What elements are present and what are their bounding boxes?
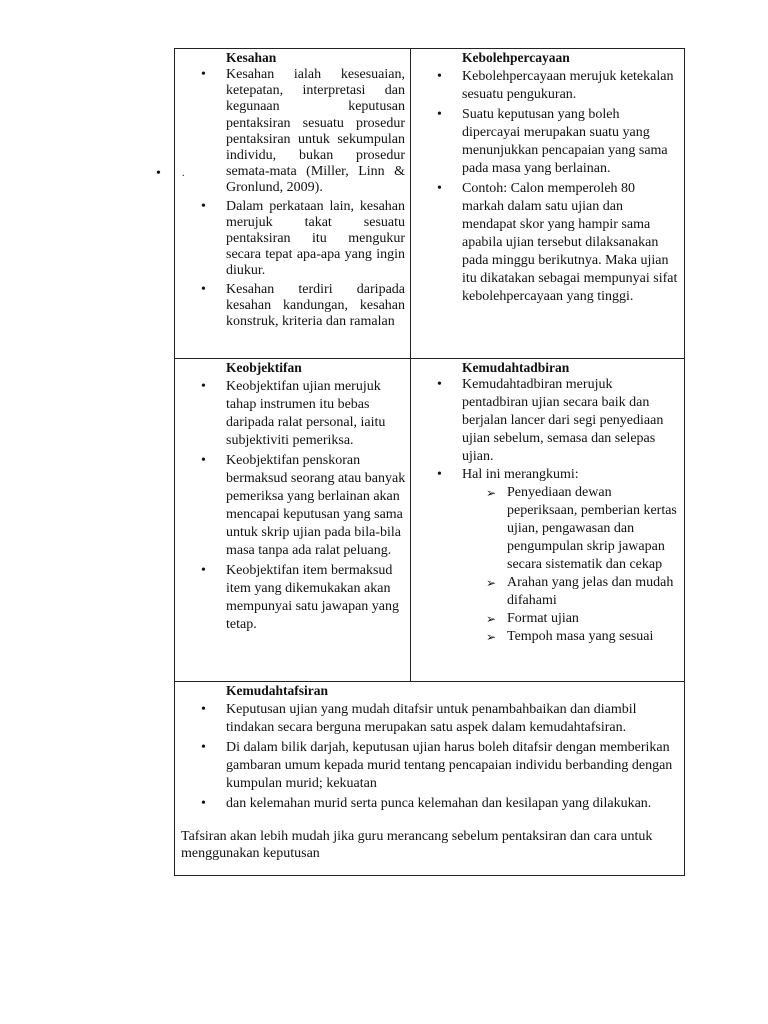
list-item: • Keobjektifan penskoran bermaksud seorang atau banyak pemeriksa yang berlainan akan mencapai keputusan yang sama untuk skrip ujian pada bila-bila masa tanpa ada ralat peluang. xyxy=(226,452,406,560)
cell-kemudahtafsiran xyxy=(175,682,684,875)
outer-mark: . xyxy=(182,168,185,179)
cell-kebolehpercayaan xyxy=(411,49,684,359)
list-item: • Keobjektifan ujian merujuk tahap instrumen itu bebas daripada ralat personal, iaitu subjektiviti pemeriksa. xyxy=(226,378,406,450)
sub-list-item: ➢ Format ujian xyxy=(507,610,678,628)
sublist-kemudahtadbiran xyxy=(507,484,678,646)
list-kemudahtadbiran xyxy=(462,376,678,484)
closing-paragraph: Tafsiran akan lebih mudah jika guru merancang sebelum pentaksiran dan cara untuk menggunakan keputusan xyxy=(181,829,653,861)
list-kesahan xyxy=(226,67,405,330)
cell-kemudahtadbiran xyxy=(411,359,684,682)
list-item: • Hal ini merangkumi: xyxy=(462,466,678,484)
list-item: • Keputusan ujian yang mudah ditafsir untuk penambahbaikan dan diambil tindakan secara berguna merupakan satu aspek dalam kemudahtafsiran. xyxy=(226,701,676,737)
list-kemudahtafsiran xyxy=(226,701,676,813)
list-item: • Kemudahtadbiran merujuk pentadbiran ujian secara baik dan berjalan lancer dari segi penyediaan ujian sebelum, semasa dan selepas ujian. xyxy=(462,376,678,466)
sub-list-item: ➢ Penyediaan dewan peperiksaan, pemberian kertas ujian, pengawasan dan pengumpulan skrip jawapan secara sistematik dan cekap xyxy=(507,484,678,574)
list-item: • Di dalam bilik darjah, keputusan ujian harus boleh ditafsir dengan memberikan gambaran umum kepada murid tentang pencapaian individu berbanding dengan kumpulan murid; kekuatan xyxy=(226,739,676,793)
list-item: • Kesahan ialah kesesuaian, ketepatan, interpretasi dan kegunaan keputusan pentaksiran sesuatu prosedur pentaksiran untuk sekumpulan individu, bukan prosedur semata-mata (Miller, Linn & Gronlund, 2009). xyxy=(226,67,405,197)
list-kebolehpercayaan xyxy=(462,68,678,306)
list-item: • dan kelemahan murid serta punca kelemahan dan kesilapan yang dilakukan. xyxy=(226,795,676,813)
list-item: • Suatu keputusan yang boleh dipercayai merupakan suatu yang menunjukkan pencapaian yang sama pada masa yang berlainan. xyxy=(462,106,678,178)
heading-kebolehpercayaan: Kebolehpercayaan xyxy=(462,50,570,65)
list-keobjektifan xyxy=(226,378,406,634)
cell-kesahan xyxy=(175,49,411,359)
outer-bullet: • xyxy=(156,166,161,181)
list-item: • Kesahan terdiri daripada kesahan kandungan, kesahan konstruk, kriteria dan ramalan xyxy=(226,282,405,331)
heading-kesahan: Kesahan xyxy=(226,50,277,65)
list-item: • Dalam perkataan lain, kesahan merujuk takat sesuatu pentaksiran itu mengukur secara tepat apa-apa yang ingin diukur. xyxy=(226,199,405,280)
heading-keobjektifan: Keobjektifan xyxy=(226,360,302,375)
sub-list-item: ➢ Tempoh masa yang sesuai xyxy=(507,628,678,646)
cell-keobjektifan xyxy=(175,359,411,682)
list-item: • Contoh: Calon memperoleh 80 markah dalam satu ujian dan mendapat skor yang hampir sama apabila ujian tersebut dilaksanakan pada minggu berikutnya. Maka ujian itu dikatakan sebagai mempunyai sifat kebolehpercayaan yang tinggi. xyxy=(462,180,678,306)
criteria-table xyxy=(174,48,685,876)
list-item: • Keobjektifan item bermaksud item yang dikemukakan akan mempunyai satu jawapan yang tetap. xyxy=(226,562,406,634)
list-item: • Kebolehpercayaan merujuk ketekalan sesuatu pengukuran. xyxy=(462,68,678,104)
heading-kemudahtafsiran: Kemudahtafsiran xyxy=(226,683,329,698)
sub-list-item: ➢ Arahan yang jelas dan mudah difahami xyxy=(507,574,678,610)
heading-kemudahtadbiran: Kemudahtadbiran xyxy=(462,360,570,375)
